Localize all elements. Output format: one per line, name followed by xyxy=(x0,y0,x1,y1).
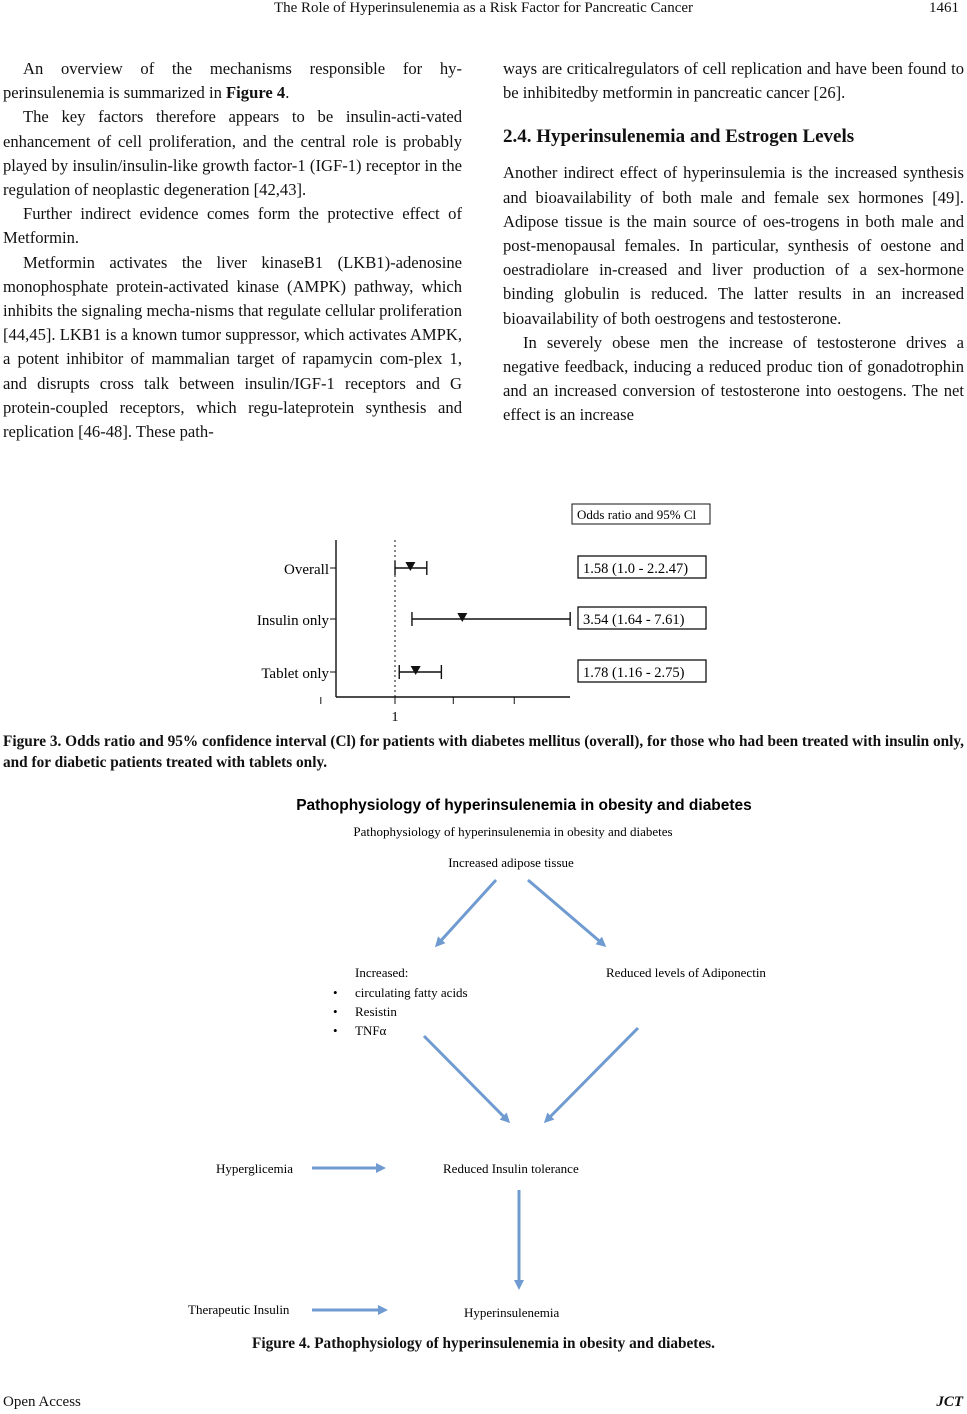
section-heading: 2.4. Hyperinsulenemia and Estrogen Levels xyxy=(503,126,855,148)
forest-plot xyxy=(0,500,967,730)
node-reduced-insulin-tolerance: Reduced Insulin tolerance xyxy=(443,1161,579,1176)
figure-reference: Figure 4 xyxy=(226,83,286,103)
paragraph xyxy=(3,57,462,105)
paragraph: ways are criticalregulators of cell replication and have been found to be inhibitedby metformin in pancreatic cancer [26]. xyxy=(503,59,964,103)
arrow-top-left xyxy=(437,880,496,945)
arrow-top-right xyxy=(528,880,604,945)
running-title: The Role of Hyperinsulenemia as a Risk Factor for Pancreatic Cancer xyxy=(273,0,694,16)
diagram-subtitle: Pathophysiology of hyperinsulenemia in obesity and diabetes xyxy=(353,824,673,839)
pathophysiology-diagram xyxy=(0,790,967,1330)
figure4-caption: Figure 4. Pathophysiology of hyperinsulenemia in obesity and diabetes. xyxy=(252,1335,715,1352)
footer-journal: JCT xyxy=(936,1394,963,1410)
value-label: 3.54 (1.64 - 7.61) xyxy=(583,612,685,628)
row-label: Tablet only xyxy=(261,666,329,682)
arrow-left-to-middle xyxy=(424,1036,508,1121)
node-increased-adipose: Increased adipose tissue xyxy=(448,855,574,870)
bullet-icon: • xyxy=(333,1004,338,1019)
value-label: 1.58 (1.0 - 2.2.47) xyxy=(583,561,689,577)
paragraph: In severely obese men the increase of testosterone drives a negative feedback, inducing a reduced produc tion of gonadotrophin and an increased conversion of testosterone into oestogens. The net effect is an increase xyxy=(503,332,964,425)
paragraph: Further indirect evidence comes form the protective effect of Metformin. xyxy=(3,204,462,248)
paragraph: Metformin activates the liver kinaseB1 (LKB1)-adenosine monophosphate protein-activated kinase (AMPK) pathway, which inhibits the signaling mecha-nisms that regulate cellular proliferation [44,45]. LKB1 is a known tumor suppressor, which activates AMPK, a potent inhibitor of mammalian target of rapamycin com-plex 1, and disrupts cross talk between insulin/IGF-1 receptors and G protein-coupled receptors, which regu-lateprotein synthesis and replication [46-48]. These path- xyxy=(3,252,462,442)
x-tick-label: 1 xyxy=(391,710,399,725)
node-list-item: circulating fatty acids xyxy=(355,985,468,1000)
bullet-icon: • xyxy=(333,1023,338,1038)
legend-box xyxy=(572,504,710,524)
node-therapeutic-insulin: Therapeutic Insulin xyxy=(188,1302,290,1317)
legend-title: Odds ratio and 95% Cl xyxy=(577,507,697,522)
row-label: Insulin only xyxy=(256,613,329,629)
value-label: 1.78 (1.16 - 2.75) xyxy=(583,665,685,681)
paragraph: Another indirect effect of hyperinsulemia is the increased synthesis and bioavailability of both male and female sex hormones [49]. Adipose tissue is the main source of oes-trogens in both male and post-menopausal females. In particular, synthesis of oestone and oestradiolare in-creased and liver production of a sex-hormone binding globulin is reduced. The latter results in an increased bioavailability of both oestrogens and testosterone. xyxy=(503,163,964,328)
node-hyperinsulenemia: Hyperinsulenemia xyxy=(464,1305,560,1320)
node-list-item: TNFα xyxy=(355,1023,387,1038)
node-list-item: Resistin xyxy=(355,1004,397,1019)
page-number: 1461 xyxy=(929,0,959,16)
right-column xyxy=(503,57,964,428)
paragraph: The key factors therefore appears to be insulin-acti-vated enhancement of cell proliferation, and the central role is probably played by insulin/insulin-like growth factor-1 (IGF-1) receptor in the regulation of neoplastic degeneration [42,43]. xyxy=(3,107,462,200)
paragraph-end: . xyxy=(285,83,290,103)
node-hyperglycemia: Hyperglicemia xyxy=(216,1161,294,1176)
left-column xyxy=(3,57,462,444)
node-increased-heading: Increased: xyxy=(355,965,409,980)
bullet-icon: • xyxy=(333,985,338,1000)
paragraph-text: An overview of the mechanisms responsible for hy-perinsulenemia is summarized in xyxy=(3,59,462,103)
estimate-marker xyxy=(457,613,467,622)
row-label: Overall xyxy=(284,562,329,578)
estimate-marker xyxy=(411,666,421,675)
footer-open-access: Open Access xyxy=(3,1394,81,1410)
arrow-right-to-middle xyxy=(546,1028,638,1121)
figure3-caption: Figure 3. Odds ratio and 95% confidence interval (Cl) for patients with diabetes mellitus (overall), for those who had been treated with insulin only, and for diabetic patients treated with tablets only. xyxy=(3,733,964,771)
diagram-title: Pathophysiology of hyperinsulenemia in obesity and diabetes xyxy=(296,797,752,814)
estimate-marker xyxy=(405,562,415,571)
node-reduced-adiponectin: Reduced levels of Adiponectin xyxy=(606,965,766,980)
